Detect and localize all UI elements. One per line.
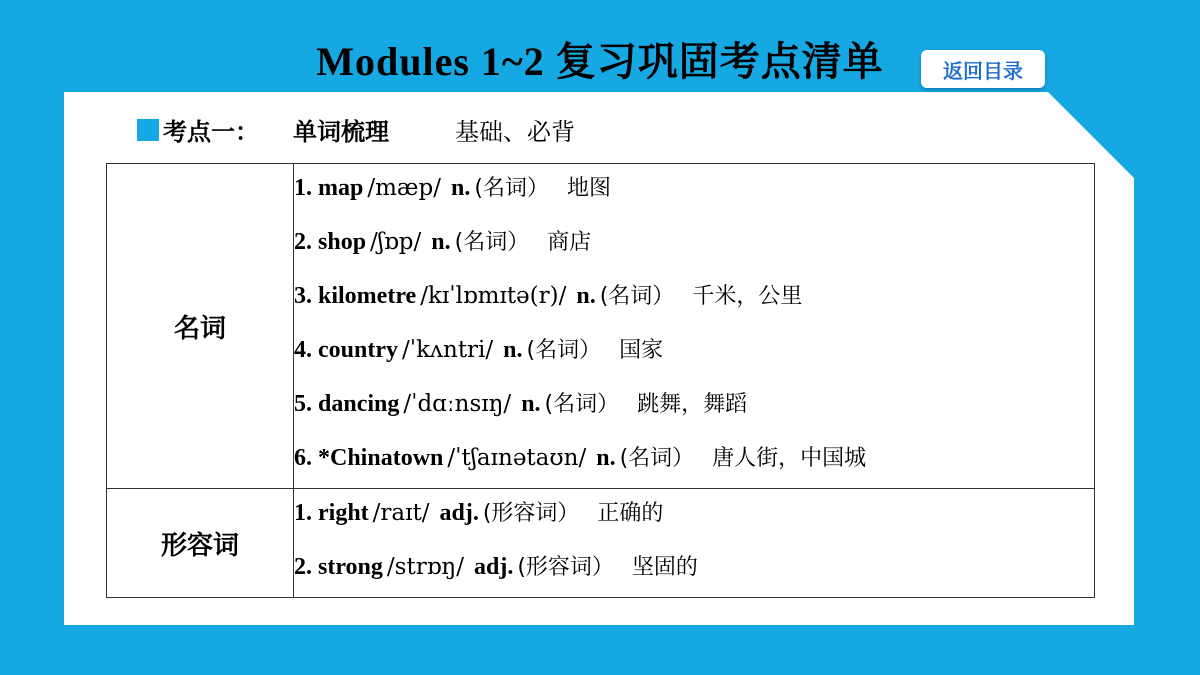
entry-pos: n.: [521, 391, 541, 417]
page-title: Modules 1~2 复习巩固考点清单: [316, 39, 884, 84]
entry-meaning: 商店: [547, 230, 592, 255]
section-heading: [137, 112, 575, 147]
entry-pos-zh: (形容词）: [482, 501, 580, 526]
entry-pos-zh: (名词）: [544, 392, 620, 417]
list-item: [294, 489, 1094, 543]
list-item: [294, 272, 1094, 326]
entry-pos-zh: (名词）: [474, 176, 549, 201]
table-row: [107, 164, 1095, 489]
list-item: [294, 218, 1094, 272]
entry-meaning: 地图: [566, 176, 611, 201]
entry-meaning: 国家: [619, 338, 664, 363]
entry-pos-zh: (名词）: [526, 338, 602, 363]
entry-pos: n.: [576, 283, 596, 309]
entry-pos-zh: (形容词）: [517, 555, 614, 580]
entry-phonetic: /ˈdɑːnsɪŋ/: [403, 391, 512, 417]
back-to-contents-button[interactable]: 返回目录: [921, 50, 1045, 88]
entry-phonetic: /ˈkʌntri/: [402, 337, 494, 363]
list-item: [294, 434, 1094, 488]
blue-square-icon: [137, 119, 159, 141]
list-item: [294, 543, 1094, 597]
section-note: 基础、必背: [455, 118, 575, 146]
category-cell: 形容词: [107, 489, 294, 598]
entry-phonetic: /ˈtʃaɪnətaʊn/: [447, 445, 587, 471]
entry-meaning: 正确的: [597, 501, 664, 526]
list-item: [294, 326, 1094, 380]
entry-meaning: 坚固的: [631, 555, 698, 580]
entry-phonetic: /raɪt/: [372, 500, 430, 526]
list-item: [294, 164, 1094, 218]
entry-word: 1. right: [294, 500, 369, 526]
entry-meaning: 跳舞，舞蹈: [637, 392, 748, 417]
entry-meaning: 千米，公里: [692, 284, 803, 309]
entry-phonetic: /ʃɒp/: [370, 229, 422, 255]
vocabulary-table: [106, 163, 1095, 598]
list-item: [294, 380, 1094, 434]
entry-phonetic: /mæp/: [367, 175, 441, 201]
entry-pos: n.: [596, 445, 616, 471]
entry-pos-zh: (名词）: [619, 446, 695, 471]
entry-pos: adj.: [473, 554, 514, 580]
table-row: [107, 489, 1095, 598]
entries-cell: [294, 489, 1095, 598]
entry-word: 2. shop: [294, 229, 367, 255]
entry-word: 2. strong: [294, 554, 383, 580]
entry-pos-zh: (名词）: [454, 230, 530, 255]
entry-pos-zh: (名词）: [599, 284, 675, 309]
entry-word: 3. kilometre: [294, 283, 417, 309]
entry-word: 4. country: [294, 337, 398, 363]
entry-word: 5. dancing: [294, 391, 400, 417]
section-topic: 单词梳理: [293, 118, 389, 146]
entry-meaning: 唐人街，中国城: [712, 446, 867, 471]
entry-phonetic: /kɪˈlɒmɪtə(r)/: [420, 283, 567, 309]
entry-word: 1. map: [294, 175, 364, 201]
section-label: 考点一：: [163, 118, 259, 146]
entry-pos: n.: [451, 175, 471, 201]
entry-pos: adj.: [439, 500, 479, 526]
entry-phonetic: /strɒŋ/: [386, 554, 464, 580]
category-cell: 名词: [107, 164, 294, 489]
entry-pos: n.: [431, 229, 451, 255]
entry-word: 6. *Chinatown: [294, 445, 444, 471]
entry-pos: n.: [503, 337, 523, 363]
entries-cell: [294, 164, 1095, 489]
